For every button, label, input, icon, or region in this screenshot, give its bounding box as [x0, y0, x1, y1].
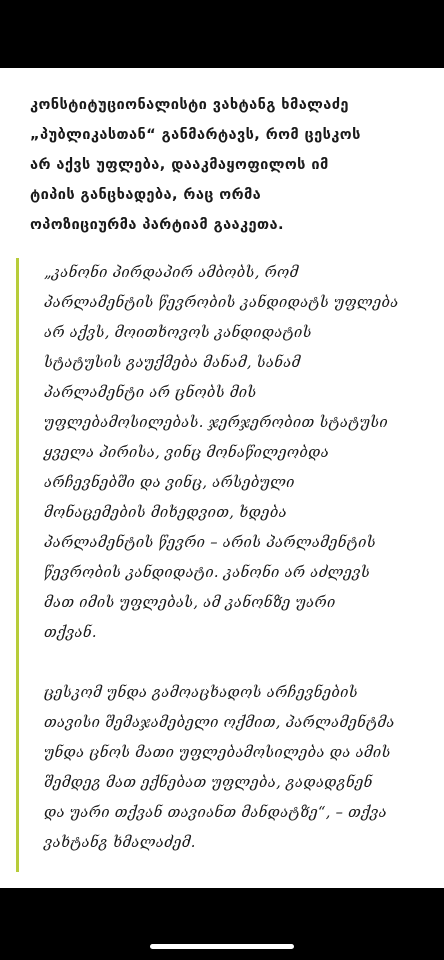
- quote-paragraph-2: ცესკომ უნდა გამოაცხადოს არჩევნების თავისი შემაჯამებელი ოქმით, პარლამენტმა უნდა ცნოს მათი უფლებამოსილება და ამის შემდეგ მათ ექნებათ უფლება, გადადგნენ და უარი თქვან თავიანთ მანდატზე“, – თქვა ვახტანგ ხმალაძემ.: [44, 684, 395, 851]
- article-blockquote: [44, 258, 432, 858]
- blockquote-accent-bar: [16, 258, 19, 872]
- article-card: [0, 68, 444, 888]
- article-lead-paragraph: კონსტიტუციონალისტი ვახტანგ ხმალაძე „პუბლიკასთან“ განმარტავს, რომ ცესკოს არ აქვს უფლება, დააკმაყოფილოს იმ ტიპის განცხადება, რაც ორმა ოპოზიციურმა პარტიამ გააკეთა.: [30, 96, 361, 233]
- quote-paragraph-1: „კანონი პირდაპირ ამბობს, რომ პარლამენტის წევრობის კანდიდატს უფლება არ აქვს, მოითხოვოს კანდიდატის სტატუსის გაუქმება მანამ, სანამ პარლამენტი არ ცნობს მის უფლებამოსილებას. ჯერჯერობით სტატუსი ყველა პირისა, ვინც მონაწილეობდა არჩევნებში და ვინც, არსებული მონაცემების მიხედვით, ხდება პარლამენტის წევრი – არის პარლამენტის წევრობის კანდიდატი. კანონი არ აძლევს მათ იმის უფლებას, ამ კანონზე უარი თქვან.: [44, 264, 399, 641]
- home-indicator-bar[interactable]: [150, 944, 294, 949]
